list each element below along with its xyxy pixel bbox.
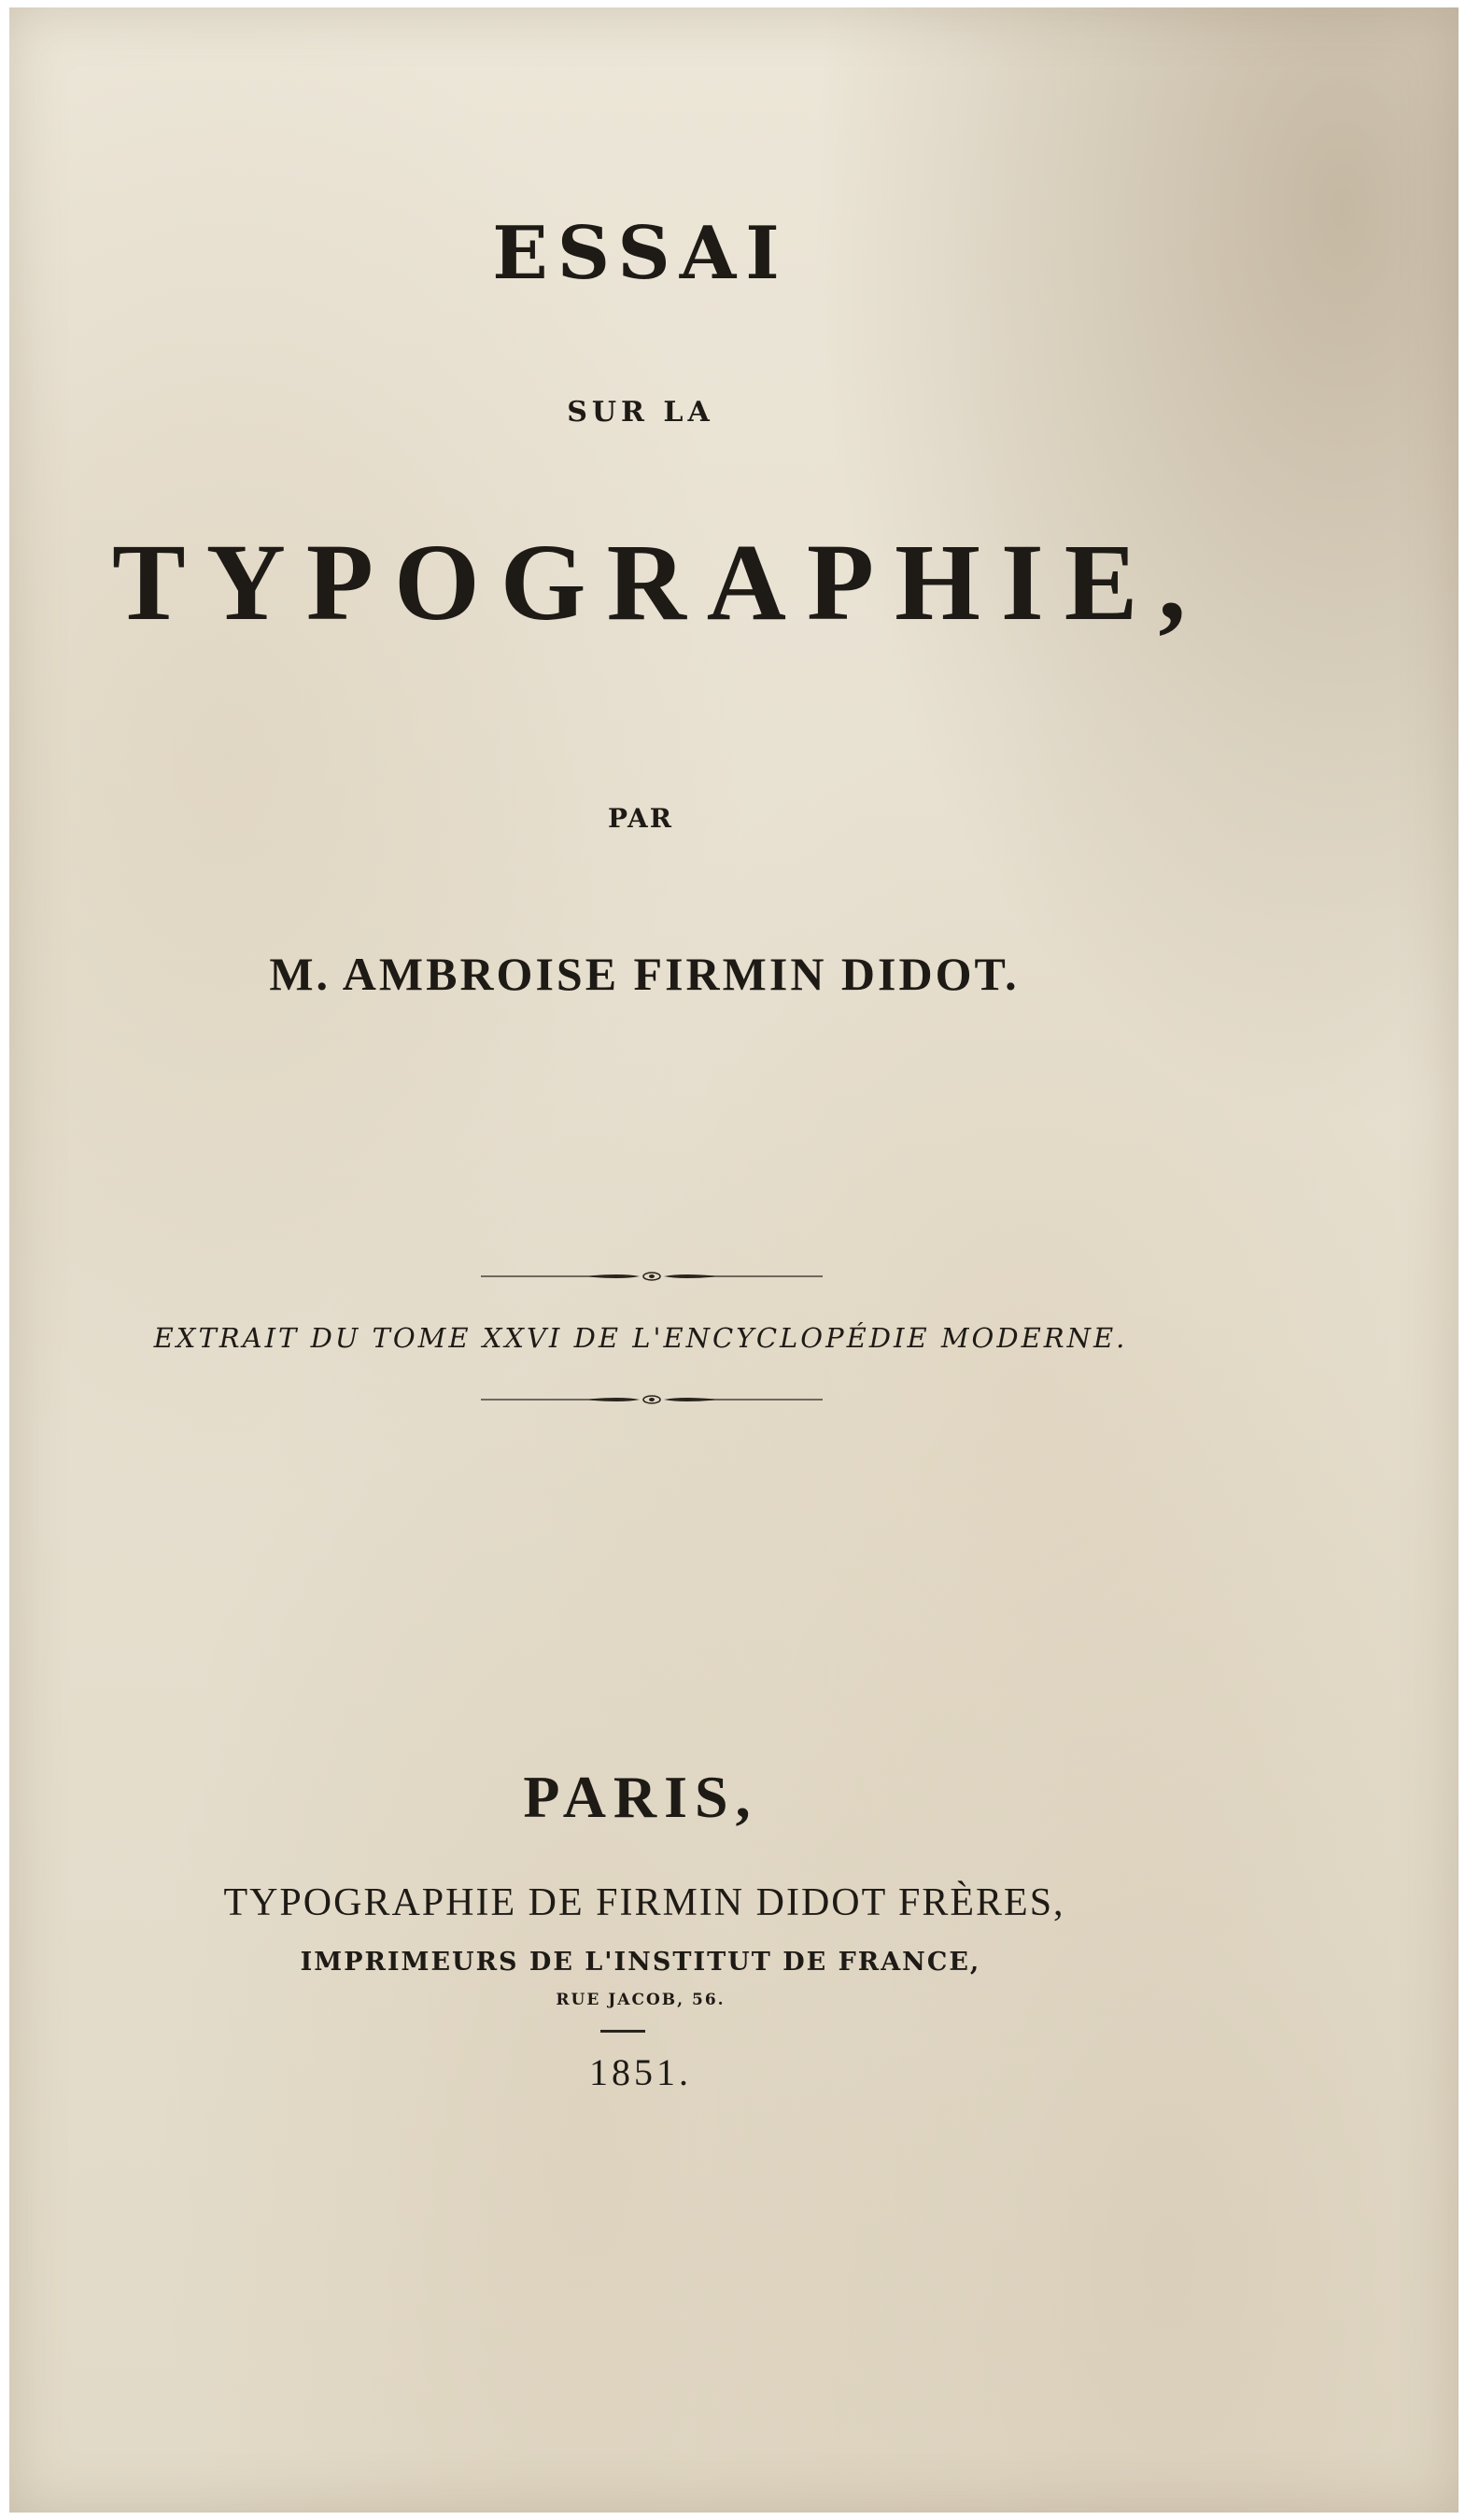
- title-essai: ESSAI: [492, 211, 789, 296]
- imprint-city: PARIS,: [523, 1764, 758, 1830]
- by-label: PAR: [607, 803, 673, 834]
- main-title: TYPOGRAPHIE,: [112, 521, 1206, 643]
- short-divider: [600, 2030, 645, 2033]
- ornamental-rule-top: [481, 1270, 823, 1283]
- printer-role: IMPRIMEURS DE L'INSTITUT DE FRANCE,: [300, 1948, 981, 1977]
- author-name: M. AMBROISE FIRMIN DIDOT.: [269, 948, 1020, 1000]
- printer-address: RUE JACOB, 56.: [556, 1991, 726, 2009]
- title-page: [9, 7, 1459, 2513]
- extract-note: EXTRAIT DU TOME XXVI DE L'ENCYCLOPÉDIE MODERNE.: [153, 1322, 1128, 1354]
- publication-year: 1851.: [589, 2051, 692, 2093]
- subtitle-connector: SUR LA: [567, 396, 714, 429]
- printer-name: TYPOGRAPHIE DE FIRMIN DIDOT FRÈRES,: [223, 1881, 1065, 1924]
- ornamental-rule-bottom: [481, 1393, 823, 1406]
